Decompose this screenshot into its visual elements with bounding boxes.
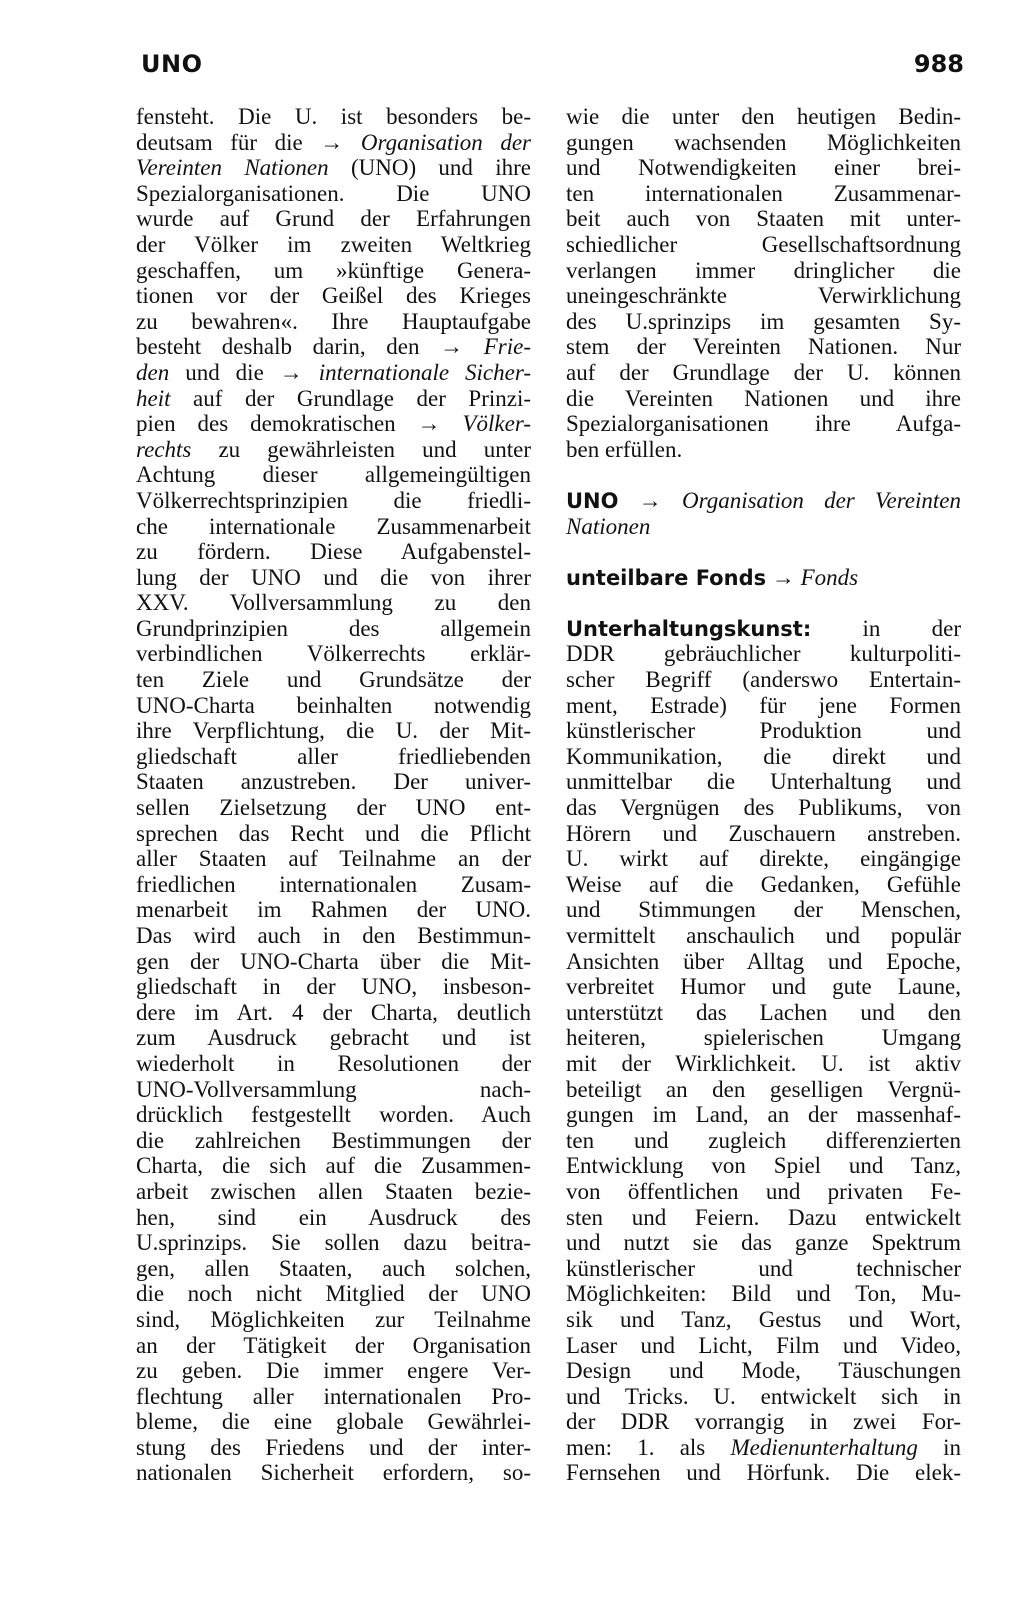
text-line	[136, 846, 531, 872]
text-line	[136, 258, 531, 284]
italic-reference: Völker-	[462, 411, 531, 437]
paragraph-gap	[566, 462, 961, 488]
text-line	[136, 616, 531, 642]
text-run: ben erfüllen.	[566, 436, 683, 462]
text-run: friedlichen internationalen Zusam-	[136, 871, 531, 897]
text-run: ihre Verpflichtung, die U. der Mit-	[136, 718, 531, 744]
text-line	[136, 1128, 531, 1154]
text-run: Weise auf die Gedanken, Gefühle	[566, 871, 961, 897]
text-line	[136, 130, 531, 156]
text-run: schiedlicher Gesellschaftsordnung	[566, 231, 961, 257]
text-run: der DDR vorrangig in zwei For-	[566, 1409, 961, 1435]
text-run: Laser und Licht, Film und Video,	[566, 1332, 961, 1358]
text-line	[566, 1051, 961, 1077]
text-run: die noch nicht Mitglied der UNO	[136, 1281, 531, 1307]
italic-reference: rechts	[136, 436, 192, 462]
text-run: hen, sind ein Ausdruck des	[136, 1204, 531, 1230]
text-line	[566, 104, 961, 130]
text-line	[136, 514, 531, 540]
text-line	[136, 718, 531, 744]
text-line	[136, 1358, 531, 1384]
text-run: und Tricks. U. entwickelt sich in	[566, 1383, 961, 1409]
text-run: zu geben. Die immer engere Ver-	[136, 1358, 531, 1384]
text-line	[566, 1307, 961, 1333]
text-line	[566, 667, 961, 693]
text-run: unmittelbar die Unterhaltung und	[566, 769, 961, 795]
text-line	[566, 206, 961, 232]
text-line	[566, 1384, 961, 1410]
text-run: gen der UNO-Charta über die Mit-	[136, 948, 531, 974]
text-line	[136, 1333, 531, 1359]
text-run: Spezialorganisationen. Die UNO	[136, 180, 531, 206]
text-line	[136, 1102, 531, 1128]
text-run: bleme, die eine globale Gewährlei-	[136, 1409, 531, 1435]
text-line	[566, 693, 961, 719]
text-line	[136, 334, 531, 360]
text-line	[566, 514, 961, 540]
italic-reference: den	[136, 359, 170, 385]
text-run: zu fördern. Diese Aufgabenstel-	[136, 539, 531, 565]
italic-reference: Fonds	[800, 564, 859, 590]
text-line	[566, 1179, 961, 1205]
text-line	[136, 1230, 531, 1256]
text-run: gungen im Land, an der massenhaf-	[566, 1102, 961, 1128]
text-run: Kommunikation, die direkt und	[566, 743, 961, 769]
text-run: die Vereinten Nationen und ihre	[566, 385, 961, 411]
text-line	[136, 386, 531, 412]
text-line	[136, 437, 531, 463]
text-run: Achtung dieser allgemeingültigen	[136, 462, 531, 488]
text-run: und nutzt sie das ganze Spektrum	[566, 1230, 961, 1256]
text-line	[566, 1205, 961, 1231]
text-line	[566, 155, 961, 181]
entry-keyword: unteilbare Fonds	[566, 565, 767, 590]
text-run: besteht deshalb darin, den →	[136, 334, 484, 360]
text-line	[136, 155, 531, 181]
text-run: ten und zugleich differenzierten	[566, 1127, 961, 1153]
text-line	[566, 309, 961, 335]
text-run: künstlerischer und technischer	[566, 1255, 961, 1281]
text-run: verbreitet Humor und gute Laune,	[566, 974, 961, 1000]
text-line	[566, 718, 961, 744]
italic-reference: Frie-	[483, 334, 531, 360]
text-line	[136, 641, 531, 667]
text-run: gliedschaft aller friedliebenden	[136, 743, 531, 769]
text-run: sind, Möglichkeiten zur Teilnahme	[136, 1306, 531, 1332]
text-run: künstlerischer Produktion und	[566, 718, 961, 744]
text-line	[136, 769, 531, 795]
text-run: von öffentlichen und privaten Fe-	[566, 1178, 961, 1204]
text-run: vermittelt anschaulich und populär	[566, 923, 961, 948]
text-run: arbeit zwischen allen Staaten bezie-	[136, 1178, 531, 1204]
text-run: das Vergnügen des Publikums, von	[566, 795, 961, 821]
text-line	[566, 1230, 961, 1256]
text-run: Hörern und Zuschauern anstreben.	[566, 820, 961, 846]
text-run: Grundprinzipien des allgemein	[136, 615, 531, 641]
text-line	[566, 437, 961, 463]
text-line	[566, 360, 961, 386]
text-run: heiteren, spielerischen Umgang	[566, 1025, 961, 1051]
text-line	[136, 1025, 531, 1051]
text-line	[136, 1153, 531, 1179]
text-line	[566, 386, 961, 412]
text-line	[566, 769, 961, 795]
text-run: deutsam für die →	[136, 129, 361, 155]
text-line	[136, 1000, 531, 1026]
text-line	[136, 872, 531, 898]
text-line	[566, 1000, 961, 1026]
text-run: beit auch von Staaten mit unter-	[566, 206, 961, 232]
text-line	[136, 1307, 531, 1333]
text-line	[136, 309, 531, 335]
text-run: verlangen immer dringlicher die	[566, 257, 961, 283]
text-line	[566, 232, 961, 258]
left-text-column	[136, 104, 531, 1486]
text-run: auf der Grundlage der U. können	[566, 359, 961, 385]
text-line	[136, 539, 531, 565]
paragraph-gap	[566, 539, 961, 565]
italic-reference: Vereinten Nationen	[136, 155, 329, 181]
text-line	[136, 462, 531, 488]
text-line	[136, 744, 531, 770]
text-line	[136, 206, 531, 232]
text-line	[136, 1409, 531, 1435]
text-line	[136, 232, 531, 258]
entry-keyword: UNO	[566, 488, 619, 513]
text-line	[566, 1102, 961, 1128]
text-run: U.sprinzips. Sie sollen dazu beitra-	[136, 1230, 531, 1256]
text-line	[136, 667, 531, 693]
italic-reference: heit	[136, 385, 171, 411]
text-line	[136, 1077, 531, 1103]
text-run: ten internationalen Zusammenar-	[566, 180, 961, 206]
text-line	[566, 872, 961, 898]
text-line	[566, 949, 961, 975]
text-line	[136, 411, 531, 437]
text-line	[136, 1460, 531, 1486]
text-run: lung der UNO und die von ihrer	[136, 564, 531, 590]
text-run: zu bewahren«. Ihre Hauptaufgabe	[136, 308, 531, 334]
text-run: Charta, die sich auf die Zusammen-	[136, 1153, 531, 1179]
text-line	[566, 1358, 961, 1384]
text-line	[566, 258, 961, 284]
text-run: U. wirkt auf direkte, eingängige	[566, 846, 961, 872]
text-line	[136, 693, 531, 719]
text-line	[136, 1256, 531, 1282]
text-run: pien des demokratischen →	[136, 411, 463, 437]
text-line	[566, 130, 961, 156]
text-run: flechtung aller internationalen Pro-	[136, 1383, 531, 1409]
text-line	[566, 181, 961, 207]
text-line	[136, 1281, 531, 1307]
text-run: Fernsehen und Hörfunk. Die elek-	[566, 1460, 961, 1486]
text-run: der Völker im zweiten Weltkrieg	[136, 231, 531, 257]
text-line	[136, 283, 531, 309]
text-run: stung des Friedens und der inter-	[136, 1434, 531, 1460]
right-text-column	[566, 104, 961, 1486]
text-line	[136, 1435, 531, 1461]
text-run: zu gewährleisten und unter	[191, 436, 531, 462]
text-line	[136, 795, 531, 821]
text-line	[566, 334, 961, 360]
text-run: verbindlichen Völkerrechts erklär-	[136, 641, 531, 667]
text-line	[566, 1077, 961, 1103]
italic-reference: Nationen	[566, 513, 651, 539]
text-line	[566, 923, 961, 949]
text-run: zum Ausdruck gebracht und ist	[136, 1025, 531, 1051]
italic-reference: Organisation der Vereinten	[682, 487, 961, 513]
text-line	[136, 360, 531, 386]
text-run: ten Ziele und Grundsätze der	[136, 667, 531, 693]
text-line	[566, 1256, 961, 1282]
text-run: an der Tätigkeit der Organisation	[136, 1332, 531, 1358]
text-run: Spezialorganisationen ihre Aufga-	[566, 411, 961, 437]
text-run: Staaten anzustreben. Der univer-	[136, 769, 531, 795]
text-run: →	[618, 487, 682, 513]
text-run: dere im Art. 4 der Charta, deutlich	[136, 999, 531, 1025]
text-run: Design und Mode, Täuschungen	[566, 1358, 961, 1384]
text-run: in der	[811, 615, 961, 641]
text-run: uneingeschränkte Verwirklichung	[566, 283, 961, 309]
text-run: tionen vor der Geißel des Krieges	[136, 283, 531, 309]
text-run: Ansichten über Alltag und Epoche,	[566, 948, 961, 974]
text-line	[136, 1179, 531, 1205]
text-run: mit der Wirklichkeit. U. ist aktiv	[566, 1050, 961, 1076]
text-run: sten und Feiern. Dazu entwickelt	[566, 1204, 961, 1230]
text-run: fensteht. Die U. ist besonders be-	[136, 104, 531, 129]
text-run: und Notwendigkeiten einer brei-	[566, 155, 961, 181]
text-run: wie die unter den heutigen Bedin-	[566, 104, 961, 129]
text-run: sik und Tanz, Gestus und Wort,	[566, 1306, 961, 1332]
text-line	[566, 1281, 961, 1307]
running-head: UNO	[141, 50, 203, 78]
text-line	[566, 1153, 961, 1179]
italic-reference: internationale Sicher-	[318, 359, 531, 385]
text-run: gen, allen Staaten, auch solchen,	[136, 1255, 531, 1281]
text-run: die zahlreichen Bestimmungen der	[136, 1127, 531, 1153]
text-line	[566, 974, 961, 1000]
text-line	[566, 411, 961, 437]
text-line	[566, 897, 961, 923]
text-run: geschaffen, um »künftige Genera-	[136, 257, 531, 283]
text-line	[566, 821, 961, 847]
text-line	[566, 1435, 961, 1461]
text-run: scher Begriff (anderswo Entertain-	[566, 667, 961, 693]
text-run: Das wird auch in den Bestimmun-	[136, 923, 531, 948]
text-line	[136, 949, 531, 975]
text-run: UNO-Vollversammlung nach-	[136, 1076, 531, 1102]
text-run: auf der Grundlage der Prinzi-	[170, 385, 531, 411]
text-line	[136, 1384, 531, 1410]
text-run: unterstützt das Lachen und den	[566, 999, 961, 1025]
text-run: UNO-Charta beinhalten notwendig	[136, 692, 531, 718]
text-line	[566, 1460, 961, 1486]
text-run: gungen wachsenden Möglichkeiten	[566, 129, 961, 155]
text-run: Entwicklung von Spiel und Tanz,	[566, 1153, 961, 1179]
text-run: stem der Vereinten Nationen. Nur	[566, 334, 961, 360]
text-line	[566, 1409, 961, 1435]
text-run: wiederholt in Resolutionen der	[136, 1050, 531, 1076]
text-run: aller Staaten auf Teilnahme an der	[136, 846, 531, 872]
text-line	[566, 565, 961, 591]
paragraph-gap	[566, 590, 961, 616]
text-run: XXV. Vollversammlung zu den	[136, 590, 531, 616]
text-line	[566, 1128, 961, 1154]
text-line	[136, 590, 531, 616]
text-run: nationalen Sicherheit erfordern, so-	[136, 1460, 531, 1486]
text-line	[566, 616, 961, 642]
entry-keyword: Unterhaltungskunst:	[566, 616, 812, 641]
text-run: Möglichkeiten: Bild und Ton, Mu-	[566, 1281, 961, 1307]
text-run: men: 1. als	[566, 1434, 731, 1460]
text-run: und die →	[169, 359, 319, 385]
text-run: ment, Estrade) für jene Formen	[566, 692, 961, 718]
text-run: →	[766, 564, 801, 590]
text-line	[566, 641, 961, 667]
text-line	[136, 923, 531, 949]
text-run: drücklich festgestellt worden. Auch	[136, 1102, 531, 1128]
text-run: che internationale Zusammenarbeit	[136, 513, 531, 539]
text-run: beteiligt an den geselligen Vergnü-	[566, 1076, 961, 1102]
text-line	[136, 104, 531, 130]
text-line	[136, 1051, 531, 1077]
italic-reference: Organisation der	[360, 129, 531, 155]
text-run: Völkerrechtsprinzipien die friedli-	[136, 487, 531, 513]
text-run: des U.sprinzips im gesamten Sy-	[566, 308, 961, 334]
text-line	[136, 488, 531, 514]
text-line	[136, 821, 531, 847]
text-line	[136, 565, 531, 591]
text-line	[566, 1025, 961, 1051]
text-line	[566, 1333, 961, 1359]
text-line	[566, 283, 961, 309]
text-line	[566, 846, 961, 872]
text-run: (UNO) und ihre	[328, 155, 531, 181]
text-run: gliedschaft in der UNO, insbeson-	[136, 974, 531, 1000]
text-run: sprechen das Recht und die Pflicht	[136, 820, 531, 846]
text-line	[136, 181, 531, 207]
text-line	[566, 795, 961, 821]
text-run: DDR gebräuchlicher kulturpoliti-	[566, 641, 961, 667]
text-line	[136, 1205, 531, 1231]
text-run: sellen Zielsetzung der UNO ent-	[136, 795, 531, 821]
text-run: und Stimmungen der Menschen,	[566, 897, 961, 923]
text-line	[136, 974, 531, 1000]
text-run: in	[917, 1434, 961, 1460]
italic-reference: Medienunterhaltung	[730, 1434, 918, 1460]
page-number: 988	[913, 50, 964, 78]
text-run: menarbeit im Rahmen der UNO.	[136, 897, 531, 923]
text-line	[566, 744, 961, 770]
text-line	[566, 488, 961, 514]
text-line	[136, 897, 531, 923]
text-run: wurde auf Grund der Erfahrungen	[136, 206, 531, 232]
